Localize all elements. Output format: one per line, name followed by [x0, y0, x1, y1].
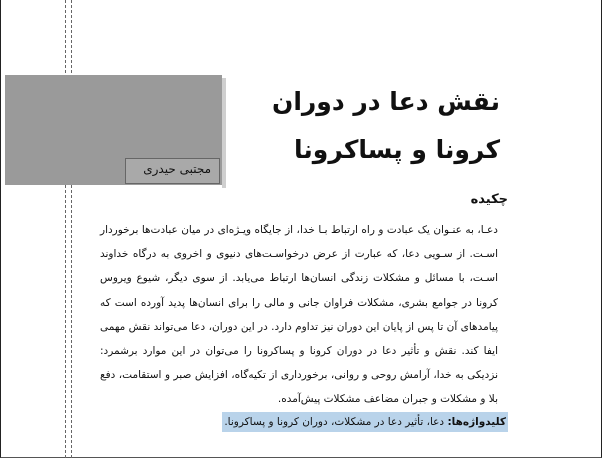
article-title: نقش دعا در دوران کرونا و پساکرونا: [271, 87, 500, 164]
author-name: مجتبی حیدری: [143, 162, 211, 176]
author-box: [125, 158, 220, 184]
margin-guide-line: [65, 0, 66, 458]
abstract-body: دعـا، به عنـوان یک عبادت و راه ارتباط بـا خدا، از جایگاه ویـژه‌ای در میان عبادت‌ها برخوردار اسـت. از سـویی دعا، که عبارت از عرض درخواسـت‌های دنیوی و اخروی به درگاه خداوند اسـت، با مسائل و مشکلات زندگی انسان‌ها ارتباط می‌یابد. از سوی دیگر، شیوع ویروس کرونا در جوامع بشری، مشکلات فراوان جانی و مالی را برای انسان‌ها پدید آورده است که پیامدهای آن تا پس از پایان این دوران نیز تداوم دارد. در این دوران، دعا می‌تواند نقش مهمی ایفا کند. نقش و تأثیر دعا در دوران کرونا و پساکرونا را می‌توان در این موارد برشمرد: نزدیکی به خدا، آرامش روحی و روانی، برخورداری از تکیه‌گاه، افزایش صبر و استقامت، دفع بلا و مشکلات و جبران مضاعف مشکلات پیش‌آمده.: [100, 224, 498, 406]
margin-guide-line: [71, 0, 72, 458]
title-band-shadow: [222, 78, 226, 188]
keywords-line[interactable]: [222, 412, 508, 432]
keywords-text: دعا، تأثیر دعا در مشکلات، دوران کرونا و پساکرونا.: [224, 416, 448, 428]
abstract-heading: چکیده: [470, 192, 508, 207]
keywords-label: کلیدواژه‌ها:: [447, 416, 506, 428]
